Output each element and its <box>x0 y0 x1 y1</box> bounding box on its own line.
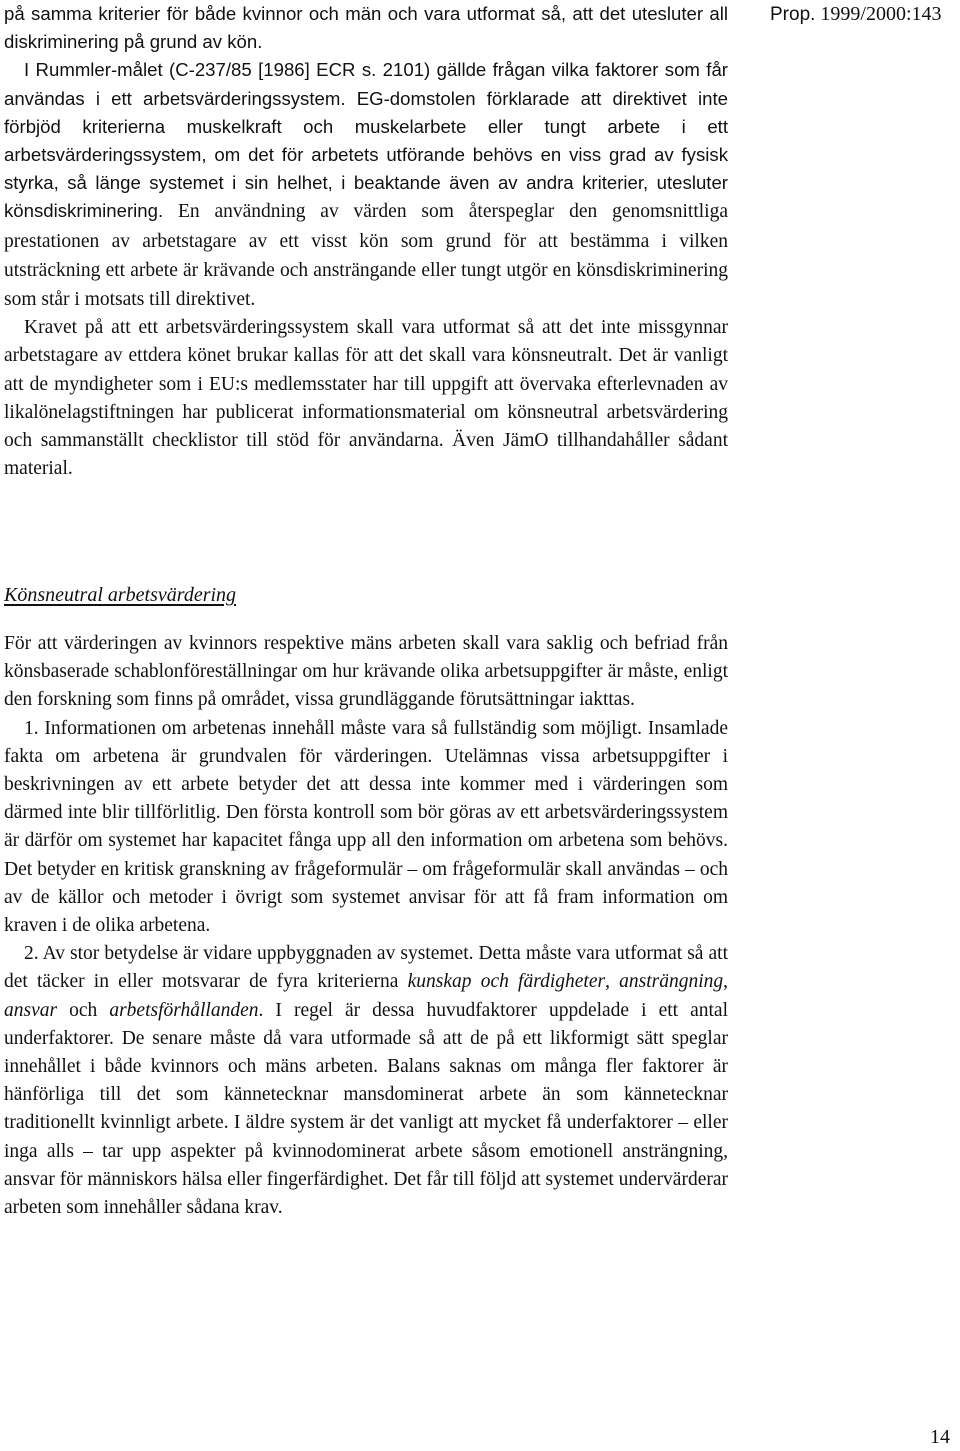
paragraph-gender-neutral: Kravet på att ett arbetsvärderingssystem skall vara utformat så att det inte missgynnar arbetstagare av ettdera könet brukar kallas för att det skall vara könsneutralt. Det är vanligt att de myndigheter som i EU:s medlemsstater har till uppgift att övervaka efterlevnaden av likalönelagstiftningen har publicerat informationsmaterial om könsneutral arbetsvärdering och sammanställt checklistor till stöd för användarna. Även JämO tillhandahåller sådant material. <box>4 317 728 480</box>
item2-rest: . I regel är dessa huvudfaktorer uppdelade i ett antal underfaktorer. De senare måste då vara utformade så att de på ett likformigt sätt speglar innehållet i både kvinnors och mäns arbeten. Balans saknas om många fler faktorer är hänförliga till det som kännetecknar mansdominerat arbete än som kännetecknar traditionellt kvinnligt arbete. I äldre system är det vanligt att mycket få underfaktorer – eller inga alls – tar upp aspekter på kvinnodominerat arbete såsom emotionell ansträngning, ansvar för människors hälsa eller fingerfärdighet. Det får till följd att systemet undervärderar arbeten som innehåller sådana krav. <box>4 999 729 1219</box>
list-item-2 <box>4 940 728 1222</box>
term-separator: , <box>605 971 610 993</box>
rummler-court: EG-domstolen förklarade att direktivet inte förbjöd kriterierna muskelkraft och muskelarbete eller tungt arbete i ett arbetsvärderingssystem, om det för arbetets utförande behövs en viss grad av fysisk styrka, så länge systemet i sin helhet, i beaktande även av andra kriterier, utesluter könsdiskriminering. <box>4 87 729 222</box>
list-item-1: 1. Informationen om arbetenas innehåll måste vara så fullständig som möjligt. Insamlade fakta om arbetena är grundvalen för värderingen. Utelämnas vissa arbetsuppgifter i beskrivningen av ett arbete betyder det att dessa inte kommer med i värderingen som därmed inte blir tillförlitlig. Den första kontroll som bör göras av ett arbetsvärderingssystem är därför om systemet har kapacitet fånga upp all den information om arbetena som behövs. Det betyder en kritisk granskning av frågeformulär – om frågeformulär skall användas – och av de källor och metoder i övrigt som systemet anvisar för att få fram information om kraven i de olika arbetena. <box>4 717 728 937</box>
term-responsibility: ansvar <box>4 999 58 1021</box>
proposition-label <box>770 0 942 29</box>
term-effort: ansträngning <box>619 971 724 993</box>
section-heading: Könsneutral arbetsvärdering <box>4 584 237 606</box>
paragraph-rummler <box>4 56 728 314</box>
rummler-intro: I Rummler-målet (C-237/85 [1986] ECR s. 2101) gällde frågan vilka faktorer som får användas i ett arbetsvärderingssystem. <box>4 59 728 109</box>
main-text-top <box>4 0 728 483</box>
item2-start: 2. Av stor betydelse är vidare uppbyggnaden av systemet. Detta måste vara utformat så att det täcker in eller motsvarar de fyra kriterierna <box>4 943 728 993</box>
page-number: 14 <box>930 1426 950 1448</box>
rummler-conclusion-text: En användning av värden som återspeglar den genomsnittliga prestationen av arbetstagare av ett visst kön som grund för att bestämma i vilken utsträckning ett arbete är krävande och ansträngande eller tungt utgör en könsdiskriminering som står i motsats till direktivet. <box>4 201 729 311</box>
term-and: och <box>69 999 98 1021</box>
main-text-section <box>4 630 728 1222</box>
proposition-prefix: Prop. <box>770 4 816 25</box>
term-conditions: arbetsförhållanden <box>109 999 259 1021</box>
term-separator: , <box>723 971 729 993</box>
section-intro: För att värderingen av kvinnors respektive mäns arbeten skall vara saklig och befriad från könsbaserade schablonföreställningar om hur krävande olika arbetsuppgifter är måste, enligt den forskning som finns på området, vissa grundläggande förutsättningar iakttas. <box>4 633 728 711</box>
proposition-number: 1999/2000:143 <box>820 3 942 25</box>
term-knowledge: kunskap och färdigheter <box>407 971 606 993</box>
paragraph-continuation: på samma kriterier för både kvinnor och män och vara utformat så, att det utesluter all diskriminering på grund av kön. <box>4 3 728 53</box>
